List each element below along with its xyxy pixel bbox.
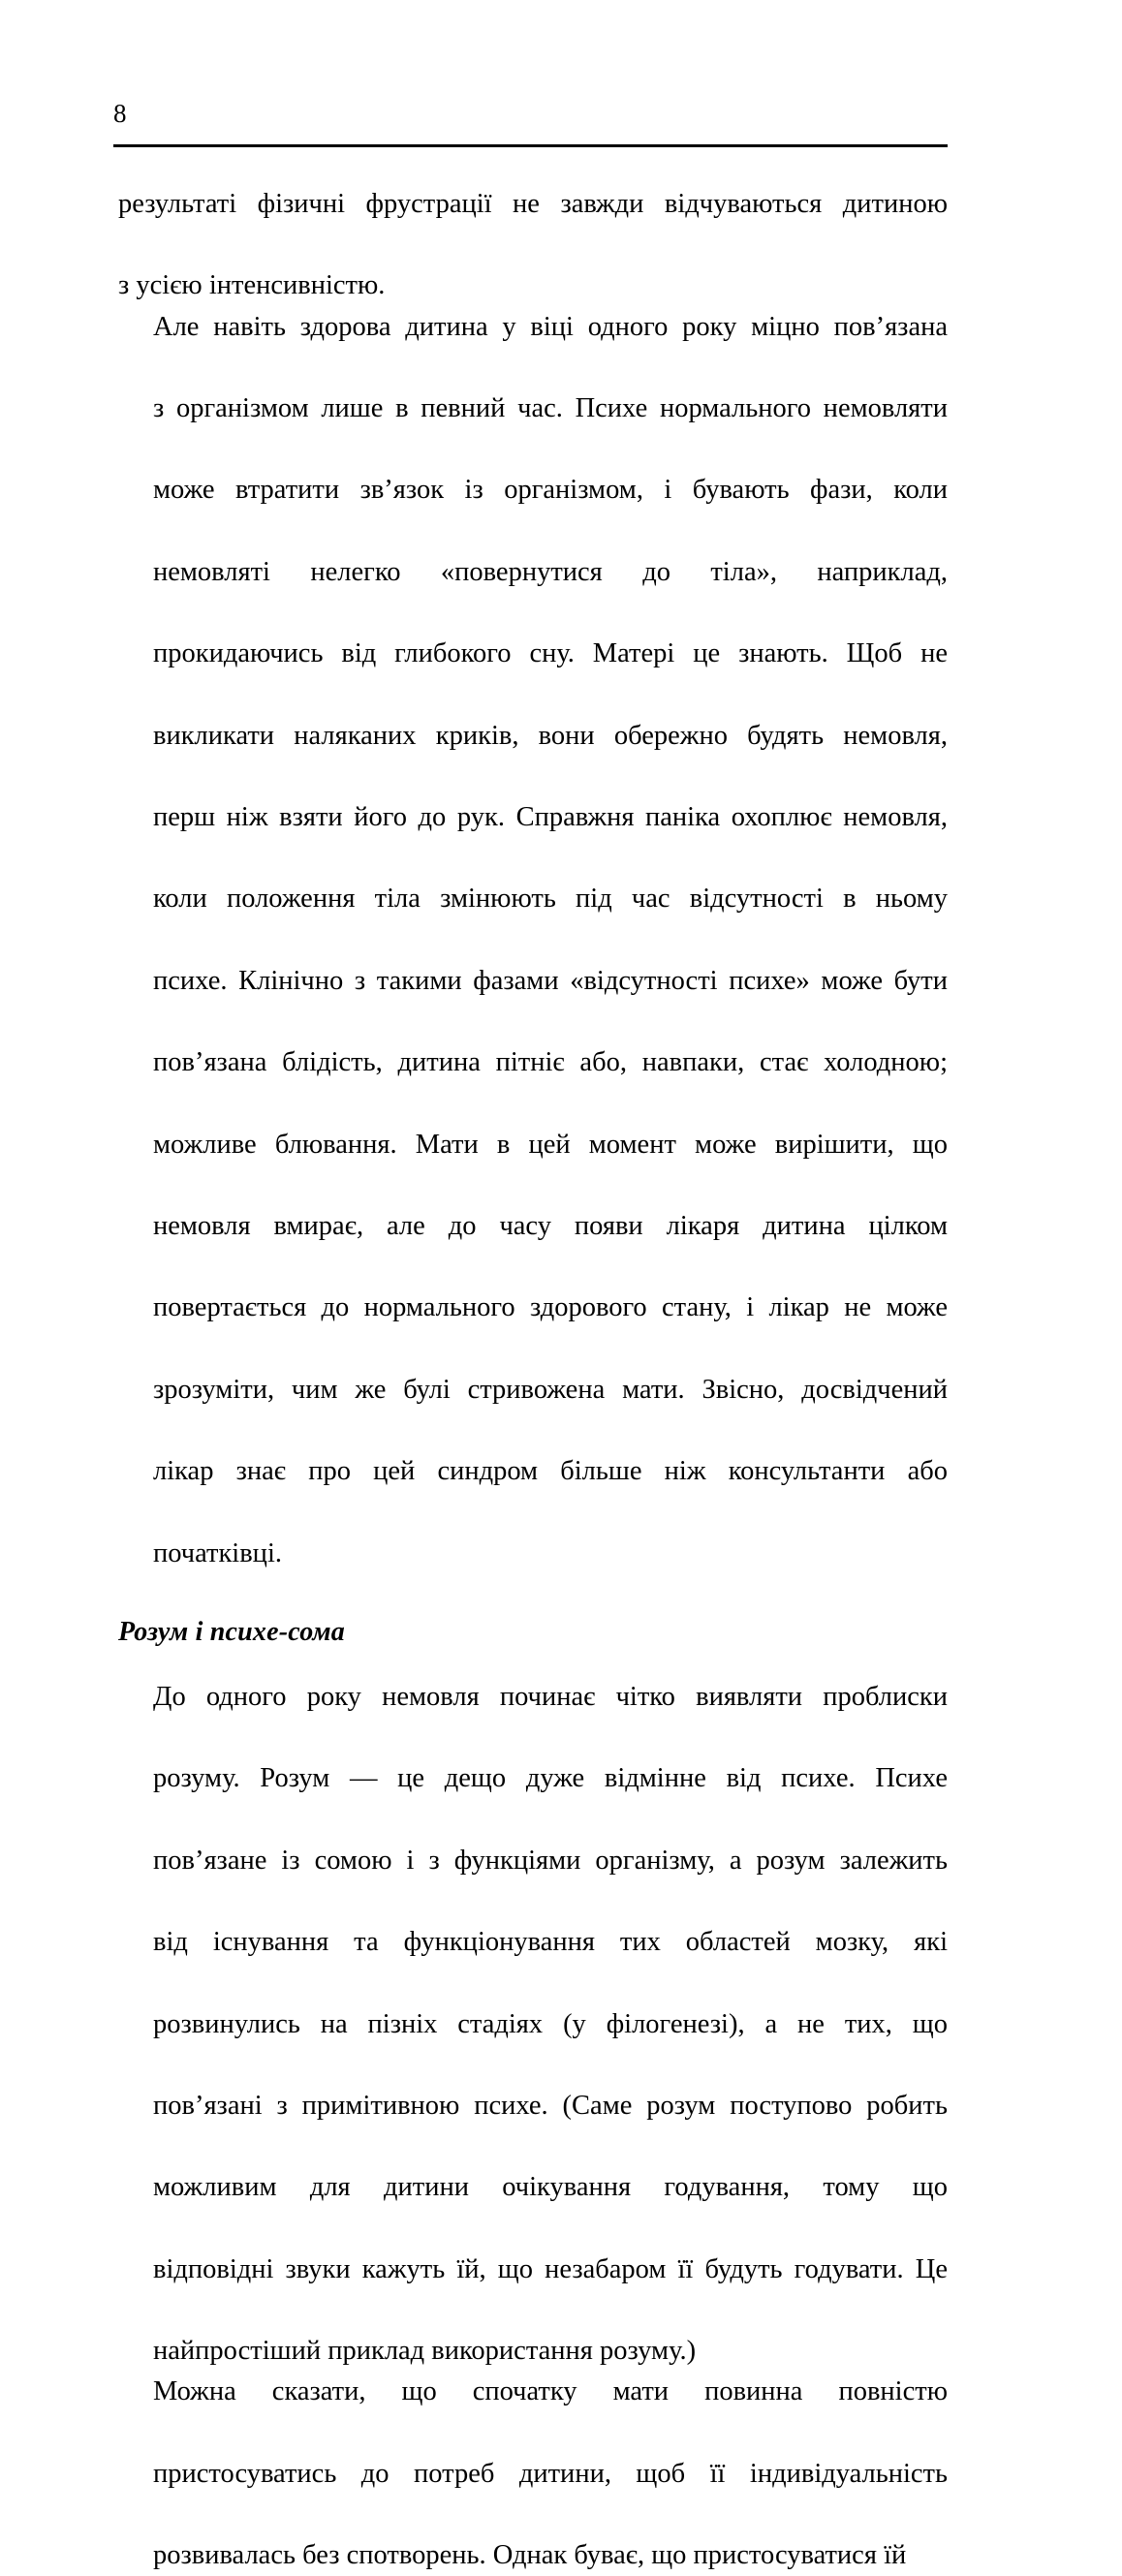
page-header xyxy=(113,101,948,147)
text-line: розуму. Розум — це дещо дуже відмінне від психе. Психе xyxy=(153,1763,948,1794)
text-line: перш ніж взяти його до рук. Справжня паніка охоплює немовля, xyxy=(153,802,948,833)
text-line: найпростіший приклад використання розуму.) xyxy=(153,2336,697,2367)
text-line: повертається до нормального здорового стану, і лікар не може xyxy=(153,1292,948,1323)
text-line: коли положення тіла змінюють під час відсутності в ньому xyxy=(153,884,948,915)
text-line: з усією інтенсивністю. xyxy=(118,270,386,301)
text-line: з організмом лише в певний час. Психе нормального немовляти xyxy=(153,393,948,424)
text-line: початківці. xyxy=(153,1537,282,1568)
text-line: немовля вмирає, але до часу появи лікаря дитина цілком xyxy=(153,1211,948,1242)
text-line: Але навіть здорова дитина у віці одного року міцно пов’язана xyxy=(153,311,948,342)
paragraph-group-top xyxy=(118,184,948,1574)
text-line: немовляті нелегко «повернутися до тіла», наприклад, xyxy=(153,556,948,587)
text-line: результаті фізичні фрустрації не завжди відчуваються дитиною xyxy=(118,189,948,219)
text-line: зрозуміти, чим же булі стривожена мати. Звісно, досвідчений xyxy=(153,1374,948,1405)
page-content xyxy=(118,184,948,2576)
para-mother-adapts xyxy=(118,2372,948,2576)
text-line: пристосуватись до потреб дитини, щоб її індивідуальність xyxy=(153,2458,948,2489)
text-line: Можна сказати, що спочатку мати повинна повністю xyxy=(153,2376,948,2407)
text-line: До одного року немовля починає чітко виявляти проблиски xyxy=(153,1681,948,1712)
para-healthy-child xyxy=(118,307,948,1574)
para-mind-glimmers xyxy=(118,1677,948,2372)
page-number: 8 xyxy=(113,99,127,128)
text-line: пов’язані з примітивною психе. (Саме розум поступово робить xyxy=(153,2090,948,2121)
para-continuation xyxy=(118,184,948,307)
text-line: викликати наляканих криків, вони обережно будять немовля, xyxy=(153,720,948,751)
text-line: розвинулись на пізніх стадіях (у філогенезі), а не тих, що xyxy=(153,2008,948,2039)
text-line: може втратити зв’язок із організмом, і бувають фази, коли xyxy=(153,475,948,506)
paragraph-group-bottom xyxy=(118,1677,948,2576)
section-heading: Розум і психе-сома xyxy=(118,1616,345,1647)
text-line: психе. Клінічно з такими фазами «відсутності психе» може бути xyxy=(153,965,948,996)
header-rule-divider xyxy=(113,144,948,147)
text-line: від існування та функціонування тих областей мозку, які xyxy=(153,1927,948,1958)
text-line: можливим для дитини очікування годування, тому що xyxy=(153,2172,948,2203)
text-line: лікар знає про цей синдром більше ніж консультанти або xyxy=(153,1456,948,1487)
text-line: розвивалась без спотворень. Однак буває, що пристосуватися їй xyxy=(153,2540,907,2571)
text-line: пов’язане із сомою і з функціями організму, а розум залежить xyxy=(153,1845,948,1876)
text-line: можливе блювання. Мати в цей момент може вирішити, що xyxy=(153,1129,948,1160)
text-line: пов’язана блідість, дитина пітніє або, навпаки, стає холодною; xyxy=(153,1047,948,1078)
text-line: відповідні звуки кажуть їй, що незабаром її будуть годувати. Це xyxy=(153,2253,948,2284)
text-line: прокидаючись від глибокого сну. Матері це знають. Щоб не xyxy=(153,638,948,669)
